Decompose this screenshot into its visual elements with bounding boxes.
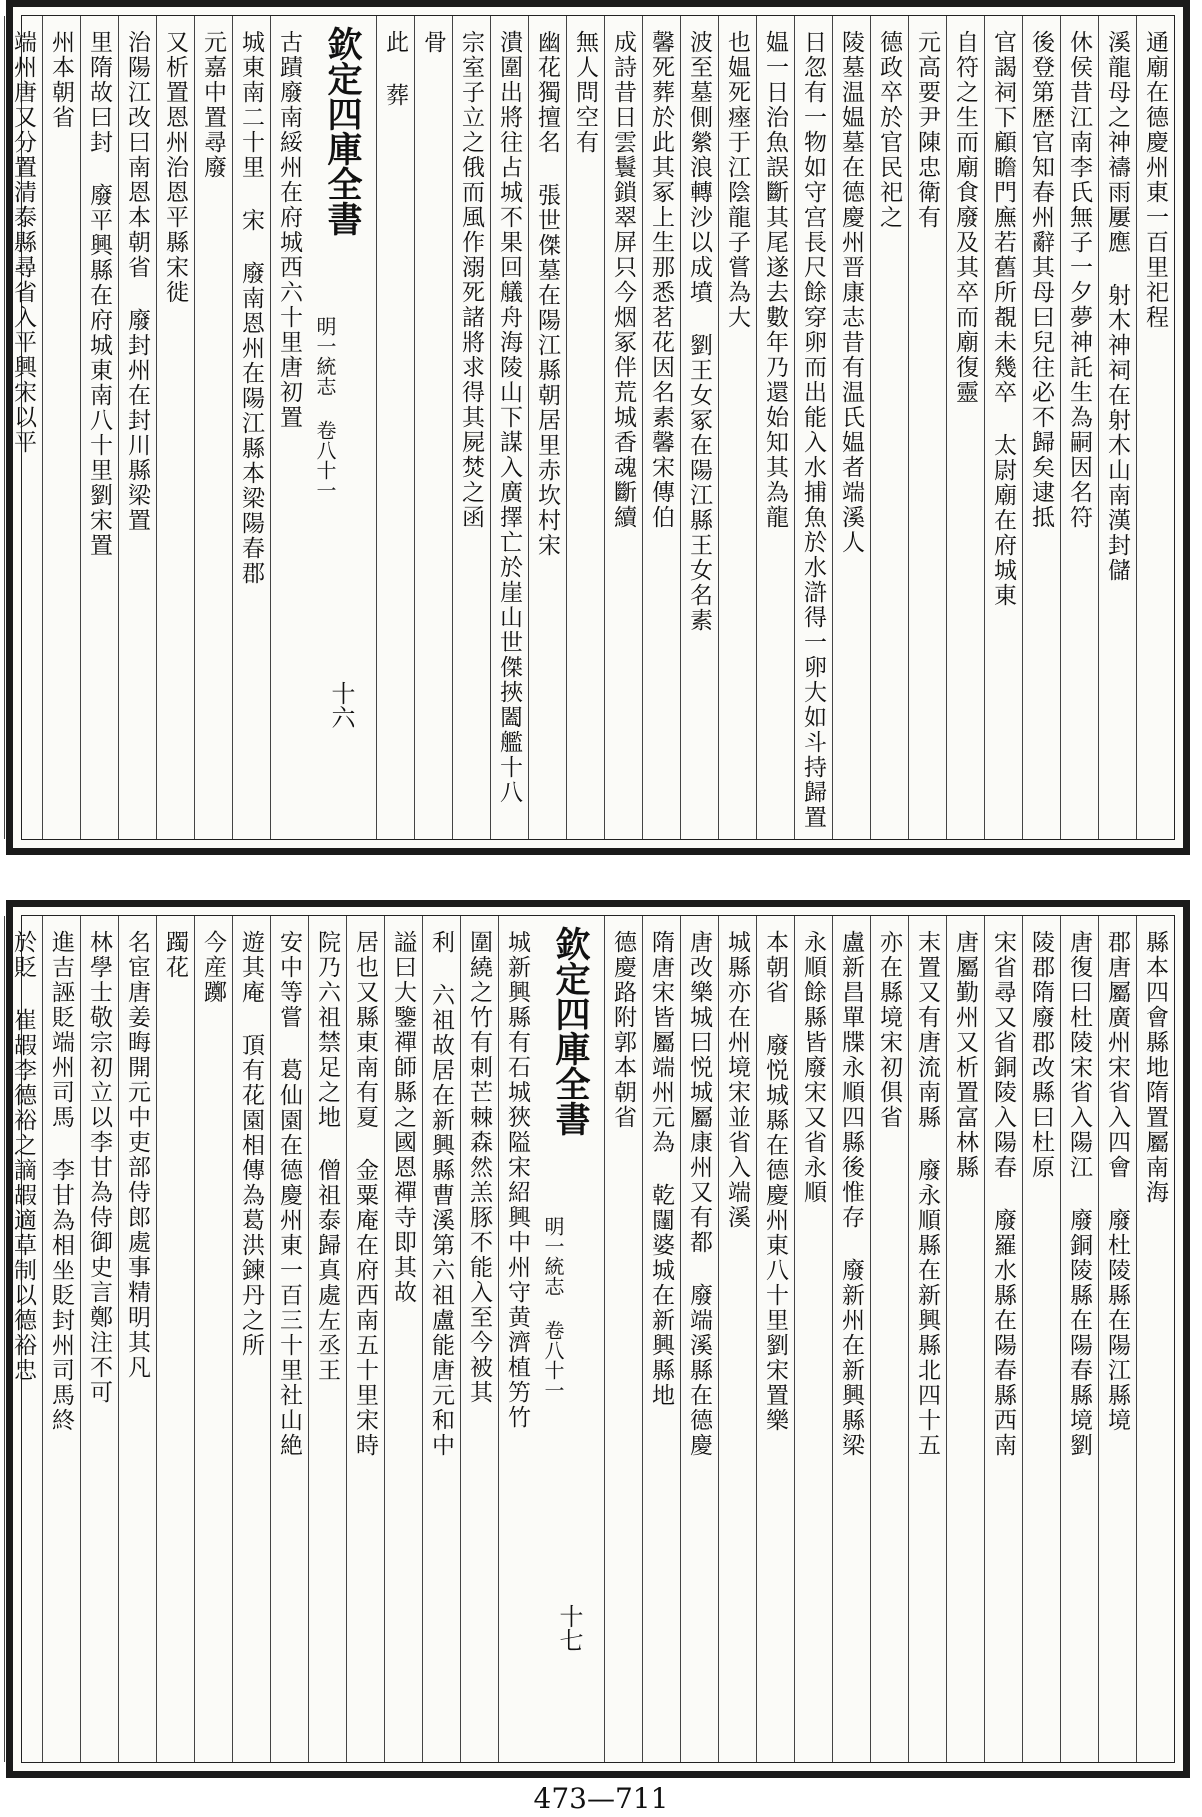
text-column: 唐改樂城曰悦城屬康州又有都 廢端溪縣在德慶 <box>680 916 718 1762</box>
text-column: 宗室子立之俄而風作溺死諸將求得其屍焚之函 <box>452 16 490 839</box>
leaf-number: 十七 <box>555 1604 583 1652</box>
text-column: 端州唐又分置清泰縣尋省入平興宋以平 <box>4 16 42 839</box>
header-title: 欽定四庫全書 <box>550 926 591 1136</box>
text-column: 唐屬勤州又析置富林縣 <box>946 916 984 1762</box>
text-column: 馨死葬於此其冢上生那悉茗花因名素馨宋傳伯 <box>642 16 680 839</box>
text-column: 躅花 <box>156 916 194 1762</box>
page-number: 473—711 <box>533 1782 669 1815</box>
text-column: 潰圍出將往占城不果回艤舟海陵山下謀入廣擇亡於崖山世傑挾闔艦十八 <box>490 16 528 839</box>
center-fold <box>536 916 604 1762</box>
text-column: 盧新昌單牒永順四縣後惟存 廢新州在新興縣梁 <box>832 916 870 1762</box>
text-column: 溪龍母之神禱雨屢應 射木神祠在射木山南漢封儲 <box>1098 16 1136 839</box>
lower-page-frame <box>10 915 1175 1763</box>
text-column: 德政卒於官民祀之 <box>870 16 908 839</box>
text-column: 無人問空有 <box>566 16 604 839</box>
text-column: 休侯昔江南李氏無子一夕夢神託生為嗣因名符 <box>1060 16 1098 839</box>
text-column: 日忽有一物如守宫長尺餘穿卵而出能入水捕魚於水滸得一卵大如斗持歸置 <box>794 16 832 839</box>
text-column: 城新興縣有石城狹隘宋紹興中州守黄濟植竻竹 <box>498 916 536 1762</box>
text-column: 州本朝省 <box>42 16 80 839</box>
text-column: 城縣亦在州境宋並省入端溪 <box>718 916 756 1762</box>
text-column: 陵郡隋廢郡改縣曰杜原 <box>1022 916 1060 1762</box>
volume-label: 明一統志 卷八十一 <box>541 1216 565 1400</box>
text-column: 名宦唐姜晦開元中吏部侍郎處事精明其凡 <box>118 916 156 1762</box>
text-column: 德慶路附郭本朝省 <box>604 916 642 1762</box>
text-column: 林學士敬宗初立以李甘為侍御史言鄭注不可 <box>80 916 118 1762</box>
center-fold <box>308 16 376 839</box>
text-column: 骨 <box>414 16 452 839</box>
text-column: 末置又有唐流南縣 廢永順縣在新興縣北四十五 <box>908 916 946 1762</box>
text-column: 後登第歴官知春州辭其母曰兒往必不歸矣逮抵 <box>1022 16 1060 839</box>
text-column: 元高要尹陳忠衛有 <box>908 16 946 839</box>
text-column: 居也又縣東南有夏 金粟庵在府西南五十里宋時 <box>346 916 384 1762</box>
text-column: 縣本四會縣地隋置屬南海 <box>1136 916 1174 1762</box>
text-column: 於貶 崔嘏李德裕之謫嘏適草制以德裕忠 <box>4 916 42 1762</box>
text-column: 城東南二十里 宋 廢南恩州在陽江縣本梁陽春郡 <box>232 16 270 839</box>
text-column: 遊其庵 頂有花園相傳為葛洪鍊丹之所 <box>232 916 270 1762</box>
text-column: 幽花獨擅名 張世傑墓在陽江縣朝居里赤坎村宋 <box>528 16 566 839</box>
lower-text-columns <box>10 916 1174 1762</box>
text-column: 古蹟廢南綏州在府城西六十里唐初置 <box>270 16 308 839</box>
text-column: 里隋故曰封 廢平興縣在府城東南八十里劉宋置 <box>80 16 118 839</box>
lower-page-panel <box>6 900 1190 1778</box>
text-column: 今産躑 <box>194 916 232 1762</box>
text-column: 又析置恩州治恩平縣宋徙 <box>156 16 194 839</box>
text-column: 通廟在德慶州東一百里祀程 <box>1136 16 1174 839</box>
text-column: 波至墓側縈浪轉沙以成墳 劉王女冢在陽江縣王女名素 <box>680 16 718 839</box>
text-column: 本朝省 廢悦城縣在德慶州東八十里劉宋置樂 <box>756 916 794 1762</box>
volume-label: 明一統志 卷八十一 <box>313 316 337 500</box>
text-column: 郡唐屬廣州宋省入四會 廢杜陵縣在陽江縣境 <box>1098 916 1136 1762</box>
upper-page-panel <box>6 0 1190 855</box>
text-column: 謚曰大鑒禪師縣之國恩禪寺即其故 <box>384 916 422 1762</box>
upper-text-columns <box>10 16 1174 839</box>
text-column: 安中等嘗 葛仙園在德慶州東一百三十里社山絶 <box>270 916 308 1762</box>
header-title: 欽定四庫全書 <box>322 26 363 236</box>
text-column: 宋省尋又省銅陵入陽春 廢羅水縣在陽春縣西南 <box>984 916 1022 1762</box>
text-column: 元嘉中置尋廢 <box>194 16 232 839</box>
text-column: 圍繞之竹有刺芒棘森然羔豚不能入至今被其 <box>460 916 498 1762</box>
text-column: 官謁祠下顧瞻門廡若舊所覩未幾卒 太尉廟在府城東 <box>984 16 1022 839</box>
text-column: 院乃六祖禁足之地 僧祖泰歸真處左丞王 <box>308 916 346 1762</box>
text-column: 治陽江改曰南恩本朝省 廢封州在封川縣梁置 <box>118 16 156 839</box>
text-column: 成詩昔日雲鬟鎖翠屏只今烟冢伴荒城香魂斷續 <box>604 16 642 839</box>
upper-page-frame <box>10 15 1175 840</box>
text-column: 媪一日治魚誤斷其尾遂去數年乃還始知其為龍 <box>756 16 794 839</box>
text-column: 陵墓温媪墓在德慶州晋康志昔有温氏媪者端溪人 <box>832 16 870 839</box>
text-column: 利 六祖故居在新興縣曹溪第六祖盧能唐元和中 <box>422 916 460 1762</box>
text-column: 進吉誣貶端州司馬 李甘為相坐貶封州司馬終 <box>42 916 80 1762</box>
text-column: 永順餘縣皆廢宋又省永順 <box>794 916 832 1762</box>
text-column: 唐復曰杜陵宋省入陽江 廢銅陵縣在陽春縣境劉 <box>1060 916 1098 1762</box>
leaf-number: 十六 <box>327 681 355 729</box>
text-column: 自符之生而廟食廢及其卒而廟復靈 <box>946 16 984 839</box>
text-column: 隋唐宋皆屬端州元為 乾闥婆城在新興縣地 <box>642 916 680 1762</box>
text-column: 此 葬 <box>376 16 414 839</box>
text-column: 亦在縣境宋初俱省 <box>870 916 908 1762</box>
text-column: 也媪死瘞于江陰龍子嘗為大 <box>718 16 756 839</box>
